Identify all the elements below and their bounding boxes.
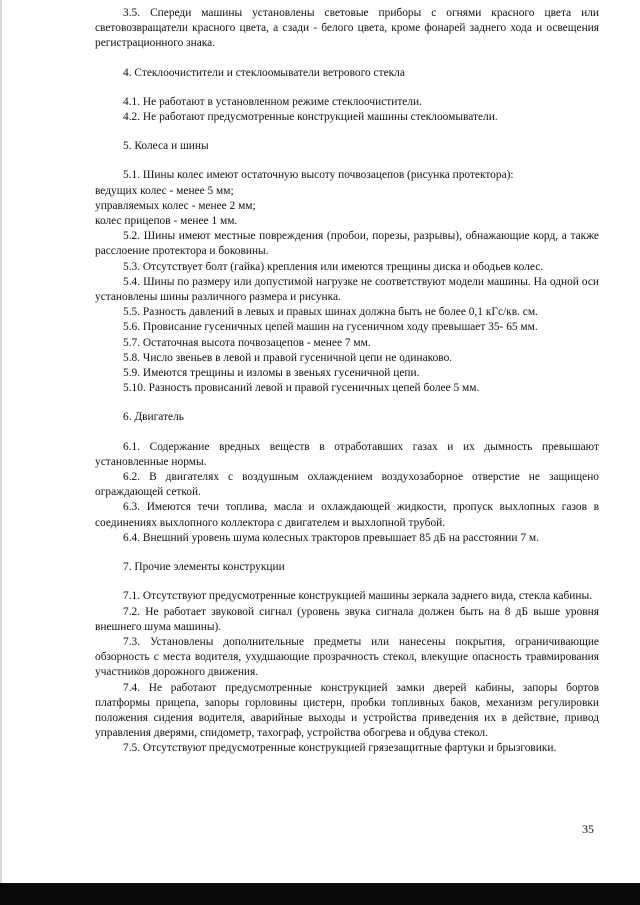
scan-bottom-border xyxy=(0,883,640,905)
paragraph-5-8: 5.8. Число звеньев в левой и правой гусеничной цепи не одинаково. xyxy=(123,351,453,364)
paragraph-3-5: 3.5. Спереди машины установлены световые приборы с огнями красного цвета или световозвращатели красного цвета, а сзади - белого цвета, кроме фонарей заднего хода и освещения регистрационного знака. xyxy=(95,7,599,50)
section-heading-5: 5. Колеса и шины xyxy=(123,140,209,153)
paragraph-5-5: 5.5. Разность давлений в левых и правых шинах должна быть не более 0,1 кГс/кв. см. xyxy=(123,306,538,319)
paragraph-5-1-driving-wheels: ведущих колес - менее 5 мм; xyxy=(95,184,234,197)
paragraph-4-2: 4.2. Не работают предусмотренные конструкцией машины стеклоомыватели. xyxy=(123,111,498,124)
paragraph-7-5: 7.5. Отсутствуют предусмотренные конструкцией грязезащитные фартуки и брызговики. xyxy=(123,742,557,755)
paragraph-6-1: 6.1. Содержание вредных веществ в отработавших газах и их дымность превышают установленные нормы. xyxy=(95,440,599,468)
section-heading-7: 7. Прочие элементы конструкции xyxy=(123,561,285,574)
paragraph-7-2: 7.2. Не работает звуковой сигнал (уровень звука сигнала должен быть на 8 дБ выше уровня внешнего шума машины). xyxy=(95,605,599,633)
paragraph-5-1: 5.1. Шины колес имеют остаточную высоту почвозацепов (рисунка протектора): xyxy=(123,169,514,182)
paragraph-5-6: 5.6. Провисание гусеничных цепей машин на гусеничном ходу превышает 35- 65 мм. xyxy=(123,321,538,334)
paragraph-5-10: 5.10. Разность провисаний левой и правой гусеничных цепей более 5 мм. xyxy=(123,382,480,395)
page-number: 35 xyxy=(582,822,594,836)
paragraph-5-9: 5.9. Имеются трещины и изломы в звеньях гусеничной цепи. xyxy=(123,367,420,380)
paragraph-7-4: 7.4. Не работают предусмотренные конструкцией замки дверей кабины, запоры бортов платформы прицепа, запоры горловины цистерн, пробки топливных баков, механизм регулировки положения сидения водителя, аварийные выходы и устройства приведения их в действие, привод управления дверями, спидометр, тахограф, устройства обогрева и обдува стекол. xyxy=(95,681,599,740)
paragraph-5-1-steered-wheels: управляемых колес - менее 2 мм; xyxy=(95,199,256,212)
paragraph-5-7: 5.7. Остаточная высота почвозацепов - менее 7 мм. xyxy=(123,336,371,349)
paragraph-7-3: 7.3. Установлены дополнительные предметы или нанесены покрытия, ограничивающие обзорность с места водителя, ухудшающие прозрачность стекол, влекущие опасность травмирования участников дорожного движения. xyxy=(95,635,599,679)
paragraph-5-2: 5.2. Шины имеют местные повреждения (пробои, порезы, разрывы), обнажающие корд, а также расслоение протектора и боковины. xyxy=(95,230,599,258)
paragraph-6-4: 6.4. Внешний уровень шума колесных тракторов превышает 85 дБ на расстоянии 7 м. xyxy=(123,531,539,544)
paragraph-6-3: 6.3. Имеются течи топлива, масла и охлаждающей жидкости, пропуск выхлопных газов в соединениях выхлопного коллектора с двигателем и выхлопной трубой. xyxy=(95,501,599,529)
scan-left-edge xyxy=(0,0,2,905)
paragraph-6-2: 6.2. В двигателях с воздушным охлаждением воздухозаборное отверстие не защищено ограждающей сеткой. xyxy=(95,471,599,499)
document-body xyxy=(95,6,599,757)
section-heading-6: 6. Двигатель xyxy=(123,411,184,424)
paragraph-4-1: 4.1. Не работают в установленном режиме стеклоочистители. xyxy=(123,95,422,108)
paragraph-5-4: 5.4. Шины по размеру или допустимой нагрузке не соответствуют модели машины. На одной оси установлены шины различного размера и рисунка. xyxy=(95,275,599,304)
paragraph-7-1: 7.1. Отсутствуют предусмотренные конструкцией машины зеркала заднего вида, стекла кабины. xyxy=(123,590,592,603)
paragraph-5-3: 5.3. Отсутствует болт (гайка) крепления или имеются трещины диска и ободьев колес. xyxy=(123,260,544,273)
paragraph-5-1-trailer-wheels: колес прицепов - менее 1 мм. xyxy=(95,215,238,228)
section-heading-4: 4. Стеклоочистители и стеклоомыватели ветрового стекла xyxy=(123,66,405,79)
